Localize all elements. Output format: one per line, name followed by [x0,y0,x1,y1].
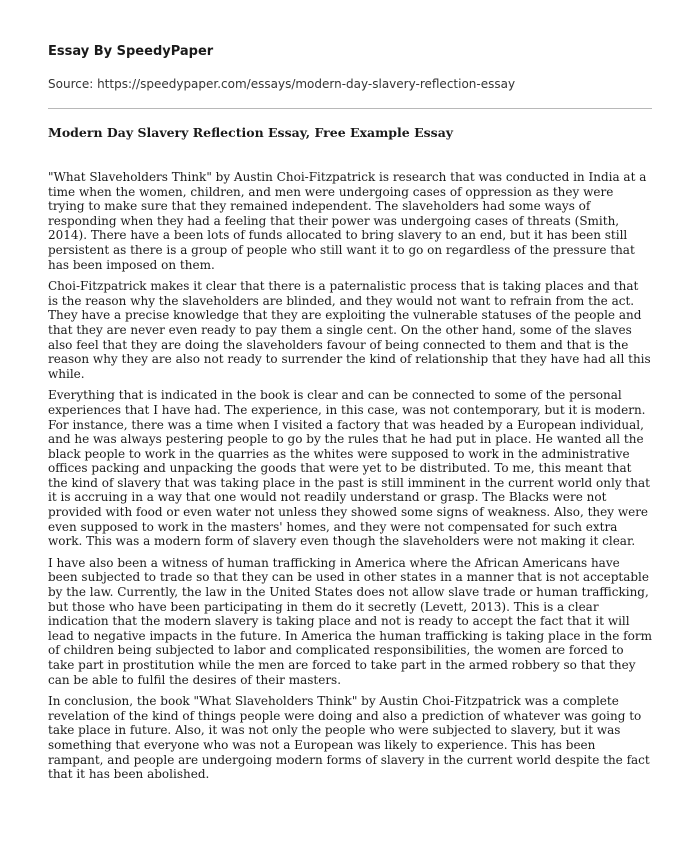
essay-paragraph: Choi-Fitzpatrick makes it clear that there is a paternalistic process that is taking places and that is the reason why the slaveholders are blinded, and they would not want to refrain from the act. They have a precise knowledge that they are exploiting the vulnerable statuses of the people and that they are never even ready to pay them a single cent. On the other hand, some of the slaves also feel that they are doing the slaveholders favour of being connected to them and that is the reason why they are also not ready to surrender the kind of relationship that they have had all this while. [48,279,651,381]
brand-heading: Essay By SpeedyPaper [48,44,214,59]
essay-paragraph: In conclusion, the book "What Slaveholders Think" by Austin Choi-Fitzpatrick was a complete revelation of the kind of things people were doing and also a prediction of whatever was going to take place in future. Also, it was not only the people who were subjected to slavery, but it was something that everyone who was not a European was likely to experience. This has been rampant, and people are undergoing modern forms of slavery in the current world despite the fact that it has been abolished. [48,694,650,782]
essay-body [48,170,652,782]
divider [48,108,652,109]
essay-paragraph: Everything that is indicated in the book is clear and can be connected to some of the personal experiences that I have had. The experience, in this case, was not contemporary, but it is modern. For instance, there was a time when I visited a factory that was headed by a European individual, and he was always pestering people to go by the rules that he had put in place. He wanted all the black people to work in the quarries as the whites were supposed to work in the administrative offices packing and unpacking the goods that were yet to be distributed. To me, this meant that the kind of slavery that was taking place in the past is still imminent in the current world only that it is accruing in a way that one would not readily understand or grasp. The Blacks were not provided with food or even water not unless they showed some signs of weakness. Also, they were even supposed to work in the masters' homes, and they were not compensated for such extra work. This was a modern form of slavery even though the slaveholders were not making it clear. [48,388,650,549]
source-line: Source: https://speedypaper.com/essays/modern-day-slavery-reflection-essay [48,77,516,91]
essay-paragraph: "What Slaveholders Think" by Austin Choi-Fitzpatrick is research that was conducted in India at a time when the women, children, and men were undergoing cases of oppression as they were trying to make sure that they remained independent. The slaveholders had some ways of responding when they had a feeling that their power was undergoing cases of threats (Smith, 2014). There have a been lots of funds allocated to bring slavery to an end, but it has been still persistent as there is a group of people who still want it to go on regardless of the pressure that has been imposed on them. [48,170,647,272]
essay-paragraph: I have also been a witness of human trafficking in America where the African Americans have been subjected to trade so that they can be used in other states in a manner that is not acceptable by the law. Currently, the law in the United States does not allow slave trade or human trafficking, but those who have been participating in them do it secretly (Levett, 2013). This is a clear indication that the modern slavery is taking place and not is ready to accept the fact that it will lead to negative impacts in the future. In America the human trafficking is taking place in the form of children being subjected to labor and complicated responsibilities, the women are forced to take part in prostitution while the men are forced to take part in the armed robbery so that they can be able to fulfil the desires of their masters. [48,555,652,687]
essay-title: Modern Day Slavery Reflection Essay, Free Example Essay [48,125,454,140]
